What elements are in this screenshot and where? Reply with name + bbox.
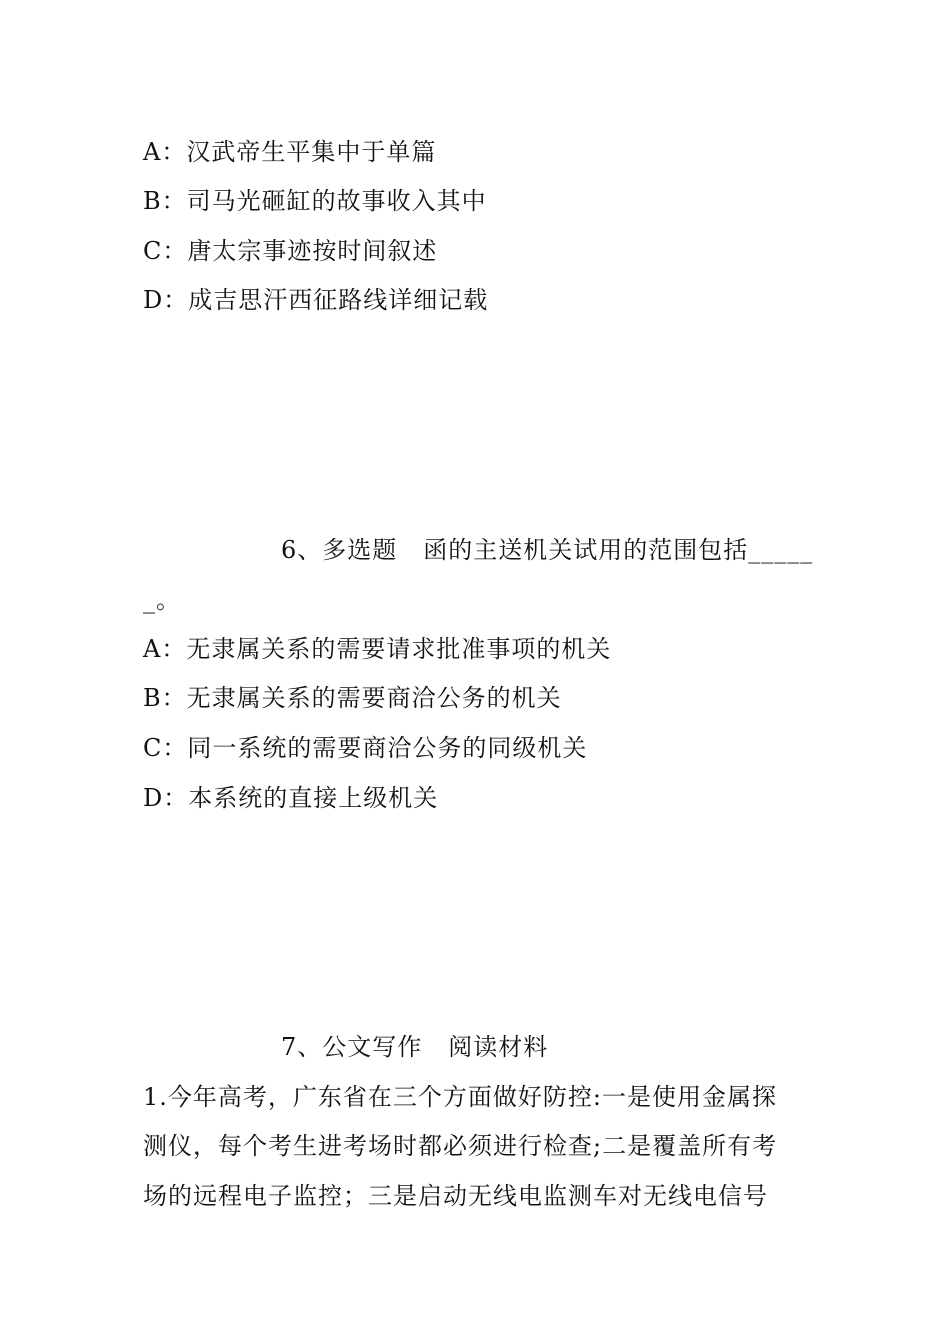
question-stem <box>281 534 813 566</box>
option-d: D：本系统的直接上级机关 <box>143 784 439 812</box>
option-c: C：同一系统的需要商洽公务的同级机关 <box>143 734 588 762</box>
question-heading <box>281 1031 548 1063</box>
option-b: B：司马光砸缸的故事收入其中 <box>143 187 487 215</box>
material-line: 场的远程电子监控；三是启动无线电监测车对无线电信号 <box>143 1182 768 1210</box>
question-stem-text: 函的主送机关试用的范围包括_____ <box>423 536 814 564</box>
question-title: 阅读材料 <box>448 1033 549 1061</box>
option-c: C：唐太宗事迹按时间叙述 <box>143 237 438 265</box>
option-d: D：成吉思汗西征路线详细记载 <box>143 286 489 314</box>
question-number: 7、公文写作 <box>281 1033 423 1061</box>
material-line: 测仪，每个考生进考场时都必须进行检查;二是覆盖所有考 <box>143 1132 778 1160</box>
question-number: 6、多选题 <box>281 536 398 564</box>
option-a: A：无隶属关系的需要请求批准事项的机关 <box>143 635 612 663</box>
material-line: 1.今年高考，广东省在三个方面做好防控:一是使用金属探 <box>143 1083 777 1111</box>
question-stem-continuation: _。 <box>143 586 181 614</box>
option-a: A：汉武帝生平集中于单篇 <box>143 138 437 166</box>
option-b: B：无隶属关系的需要商洽公务的机关 <box>143 684 562 712</box>
